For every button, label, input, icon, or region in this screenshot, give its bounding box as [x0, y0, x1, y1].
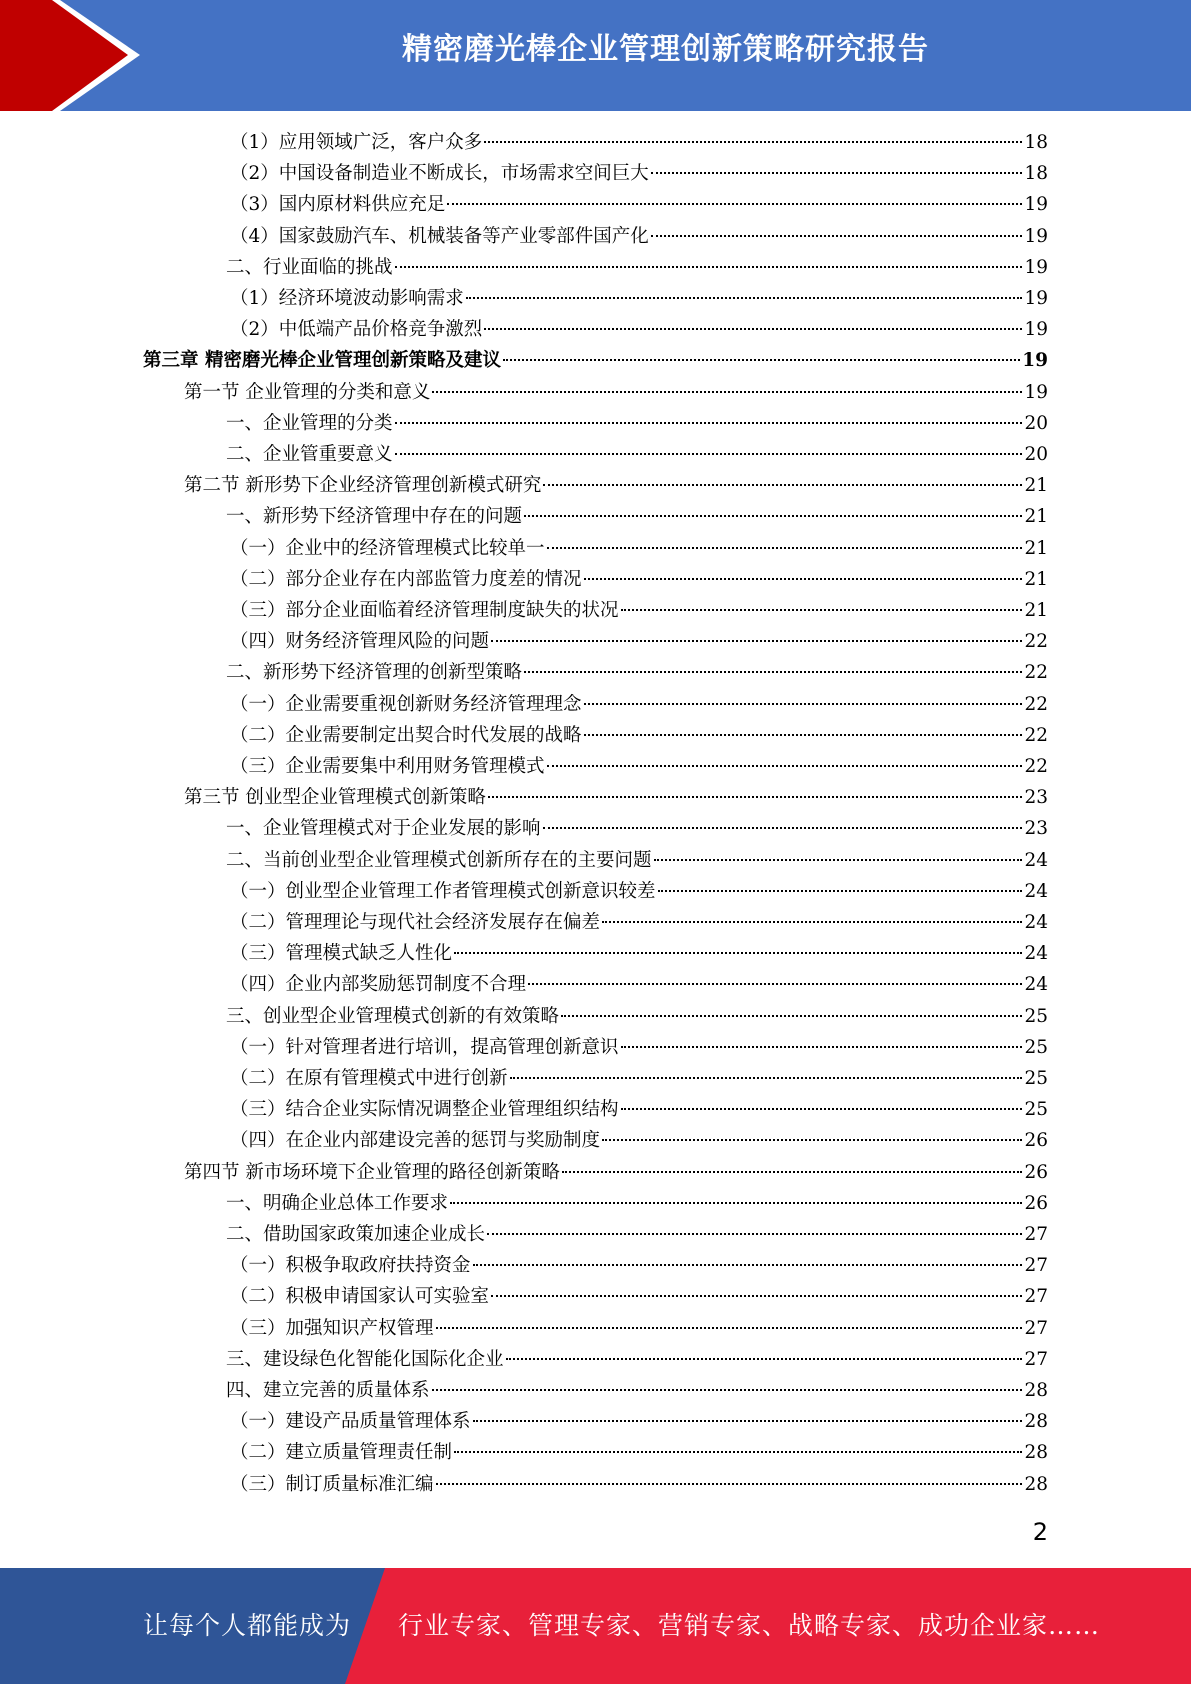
- page-footer: [0, 1568, 1191, 1684]
- toc-entry[interactable]: [226, 408, 1048, 439]
- toc-entry-page: 19: [1024, 256, 1048, 278]
- toc-entry-page: 22: [1024, 693, 1048, 715]
- toc-entry[interactable]: [230, 938, 1048, 969]
- toc-dot-leader: [621, 1046, 1023, 1048]
- page-header: [0, 0, 1191, 111]
- toc-entry-title: 第三章 精密磨光棒企业管理创新策略及建议: [143, 350, 501, 372]
- toc-entry[interactable]: [230, 1032, 1048, 1063]
- toc-entry[interactable]: [230, 907, 1048, 938]
- toc-entry[interactable]: [230, 1406, 1048, 1437]
- toc-entry-title: （三）加强知识产权管理: [230, 1317, 434, 1339]
- toc-entry-page: 19: [1024, 381, 1048, 403]
- page-number: 2: [1032, 1518, 1048, 1546]
- toc-dot-leader: [436, 1483, 1023, 1485]
- toc-entry-title: 第二节 新形势下企业经济管理创新模式研究: [184, 475, 542, 497]
- toc-entry[interactable]: [230, 1250, 1048, 1281]
- toc-entry[interactable]: [230, 626, 1048, 657]
- toc-entry[interactable]: [230, 689, 1048, 720]
- toc-entry[interactable]: [184, 1157, 1048, 1188]
- toc-entry[interactable]: [226, 1188, 1048, 1219]
- toc-entry-title: （一）创业型企业管理工作者管理模式创新意识较差: [230, 880, 656, 902]
- toc-entry-page: 24: [1024, 912, 1048, 933]
- toc-entry-title: （二）部分企业存在内部监管力度差的情况: [230, 568, 582, 590]
- toc-entry[interactable]: [230, 969, 1048, 1000]
- toc-dot-leader: [473, 1264, 1023, 1266]
- document-title: 精密磨光棒企业管理创新策略研究报告: [402, 32, 929, 67]
- toc-entry[interactable]: [230, 564, 1048, 595]
- toc-entry-page: 20: [1024, 444, 1048, 465]
- toc-entry[interactable]: [230, 189, 1048, 220]
- toc-entry-title: （三）制订质量标准汇编: [230, 1473, 434, 1495]
- toc-entry-page: 21: [1024, 600, 1048, 621]
- toc-entry[interactable]: [226, 439, 1048, 470]
- toc-entry-page: 20: [1024, 412, 1048, 434]
- toc-entry[interactable]: [230, 1281, 1048, 1312]
- toc-entry-title: （一）积极争取政府扶持资金: [230, 1255, 471, 1277]
- toc-dot-leader: [484, 141, 1022, 143]
- toc-entry-title: （三）企业需要集中利用财务管理模式: [230, 756, 545, 777]
- toc-entry[interactable]: [184, 377, 1048, 408]
- toc-entry-title: （四）财务经济管理风险的问题: [230, 631, 490, 653]
- toc-entry[interactable]: [230, 751, 1048, 782]
- toc-entry[interactable]: [230, 1437, 1048, 1468]
- toc-entry-page: 25: [1024, 1036, 1048, 1058]
- toc-dot-leader: [466, 297, 1023, 299]
- toc-dot-leader: [651, 172, 1023, 174]
- toc-entry-page: 28: [1024, 1442, 1048, 1464]
- toc-entry-title: 一、新形势下经济管理中存在的问题: [226, 506, 523, 528]
- toc-entry-page: 18: [1024, 132, 1048, 153]
- toc-entry-page: 22: [1024, 662, 1048, 684]
- toc-entry[interactable]: [230, 1125, 1048, 1156]
- toc-dot-leader: [432, 1389, 1023, 1391]
- toc-dot-leader: [454, 952, 1022, 954]
- toc-entry-title: （一）建设产品质量管理体系: [230, 1411, 471, 1433]
- toc-entry-title: （2）中国设备制造业不断成长，市场需求空间巨大: [230, 163, 649, 185]
- toc-entry-page: 26: [1024, 1130, 1048, 1152]
- toc-entry-page: 23: [1024, 787, 1048, 809]
- toc-entry[interactable]: [226, 1219, 1048, 1250]
- toc-entry-page: 27: [1024, 1224, 1048, 1245]
- toc-dot-leader: [484, 328, 1022, 330]
- toc-dot-leader: [432, 391, 1022, 393]
- toc-entry-page: 28: [1024, 1380, 1048, 1401]
- toc-dot-leader: [562, 1171, 1023, 1173]
- toc-entry[interactable]: [230, 283, 1048, 314]
- toc-entry[interactable]: [226, 1375, 1048, 1406]
- toc-entry-page: 22: [1024, 724, 1048, 746]
- toc-dot-leader: [524, 671, 1022, 673]
- toc-entry-page: 26: [1024, 1192, 1048, 1214]
- toc-dot-leader: [510, 1077, 1023, 1079]
- toc-entry[interactable]: [230, 1469, 1048, 1500]
- toc-entry-title: 二、当前创业型企业管理模式创新所存在的主要问题: [226, 849, 652, 871]
- toc-entry-title: （四）企业内部奖励惩罚制度不合理: [230, 974, 527, 996]
- toc-entry-page: 24: [1024, 849, 1048, 871]
- toc-dot-leader: [547, 765, 1023, 767]
- toc-dot-leader: [395, 266, 1023, 268]
- toc-dot-leader: [621, 609, 1023, 611]
- toc-entry-title: （一）针对管理者进行培训，提高管理创新意识: [230, 1036, 619, 1058]
- toc-entry-title: 第三节 创业型企业管理模式创新策略: [184, 787, 486, 809]
- toc-entry[interactable]: [226, 1001, 1048, 1032]
- toc-dot-leader: [447, 203, 1022, 205]
- toc-dot-leader: [491, 640, 1022, 642]
- toc-entry[interactable]: [230, 1094, 1048, 1125]
- toc-dot-leader: [584, 703, 1023, 705]
- toc-entry-page: 22: [1024, 631, 1048, 653]
- toc-entry-title: 三、建设绿色化智能化国际化企业: [226, 1348, 504, 1370]
- toc-dot-leader: [528, 983, 1022, 985]
- toc-entry-title: （三）管理模式缺乏人性化: [230, 943, 453, 965]
- toc-entry-page: 19: [1024, 319, 1048, 341]
- toc-entry-page: 27: [1024, 1286, 1048, 1308]
- toc-entry[interactable]: [230, 876, 1048, 907]
- toc-dot-leader: [543, 484, 1022, 486]
- toc-entry-title: 第四节 新市场环境下企业管理的路径创新策略: [184, 1161, 560, 1183]
- toc-entry-page: 23: [1024, 818, 1048, 840]
- toc-dot-leader: [450, 1202, 1022, 1204]
- toc-dot-leader: [651, 235, 1023, 237]
- toc-dot-leader: [473, 1420, 1023, 1422]
- toc-entry-title: （二）建立质量管理责任制: [230, 1442, 453, 1464]
- toc-entry-title: 二、新形势下经济管理的创新型策略: [226, 662, 523, 684]
- toc-entry-page: 21: [1024, 568, 1048, 590]
- toc-entry-title: 二、企业管重要意义: [226, 444, 393, 465]
- toc-entry[interactable]: [226, 501, 1048, 532]
- toc-entry-page: 25: [1024, 1099, 1048, 1121]
- toc-entry-page: 27: [1024, 1255, 1048, 1277]
- toc-dot-leader: [547, 547, 1023, 549]
- toc-dot-leader: [487, 1233, 1022, 1235]
- toc-entry-page: 18: [1024, 163, 1048, 185]
- toc-entry[interactable]: [230, 720, 1048, 751]
- toc-entry[interactable]: [230, 127, 1048, 158]
- toc-entry[interactable]: [230, 533, 1048, 564]
- toc-dot-leader: [491, 1295, 1022, 1297]
- toc-entry-title: （二）管理理论与现代社会经济发展存在偏差: [230, 912, 601, 933]
- toc-entry[interactable]: [230, 158, 1048, 189]
- toc-entry-title: 一、企业管理模式对于企业发展的影响: [226, 818, 541, 840]
- toc-entry-title: （四）在企业内部建设完善的惩罚与奖励制度: [230, 1130, 601, 1152]
- toc-entry-page: 21: [1024, 537, 1048, 559]
- toc-dot-leader: [454, 1451, 1022, 1453]
- toc-entry[interactable]: [226, 813, 1048, 844]
- toc-dot-leader: [654, 859, 1023, 861]
- toc-entry-page: 24: [1024, 880, 1048, 902]
- toc-entry-page: 19: [1024, 288, 1048, 309]
- toc-entry-page: 24: [1024, 974, 1048, 996]
- toc-entry-title: （3）国内原材料供应充足: [230, 194, 446, 216]
- toc-entry-page: 27: [1024, 1317, 1048, 1339]
- toc-entry[interactable]: [230, 1063, 1048, 1094]
- toc-entry-title: 二、借助国家政策加速企业成长: [226, 1224, 486, 1245]
- toc-entry-title: （2）中低端产品价格竞争激烈: [230, 319, 483, 341]
- toc-entry[interactable]: [184, 782, 1048, 813]
- red-arrow-graphic: [0, 0, 150, 111]
- toc-dot-leader: [488, 796, 1023, 798]
- toc-entry-page: 21: [1024, 475, 1048, 497]
- toc-dot-leader: [584, 578, 1023, 580]
- toc-entry-title: （三）结合企业实际情况调整企业管理组织结构: [230, 1099, 619, 1121]
- toc-entry-title: （1）应用领域广泛，客户众多: [230, 132, 483, 153]
- toc-entry-page: 19: [1024, 194, 1048, 216]
- toc-entry-title: 二、行业面临的挑战: [226, 256, 393, 278]
- toc-entry-page: 22: [1024, 756, 1048, 777]
- toc-entry-title: （二）企业需要制定出契合时代发展的战略: [230, 724, 582, 746]
- toc-entry-page: 19: [1024, 225, 1048, 247]
- toc-dot-leader: [503, 359, 1020, 361]
- toc-dot-leader: [602, 1139, 1022, 1141]
- toc-entry-page: 25: [1024, 1005, 1048, 1027]
- toc-dot-leader: [602, 921, 1022, 923]
- toc-entry[interactable]: [230, 1313, 1048, 1344]
- toc-entry-title: 第一节 企业管理的分类和意义: [184, 381, 431, 403]
- toc-dot-leader: [395, 453, 1023, 455]
- toc-entry-page: 27: [1024, 1348, 1048, 1370]
- toc-entry-page: 19: [1022, 350, 1048, 372]
- toc-dot-leader: [621, 1108, 1023, 1110]
- toc-entry[interactable]: [226, 657, 1048, 688]
- toc-entry-page: 28: [1024, 1411, 1048, 1433]
- toc-entry[interactable]: [184, 470, 1048, 501]
- toc-entry-page: 24: [1024, 943, 1048, 965]
- toc-entry[interactable]: [143, 345, 1048, 376]
- footer-slogan-right: 行业专家、管理专家、营销专家、战略专家、成功企业家……: [398, 1611, 1101, 1640]
- toc-entry-title: 一、企业管理的分类: [226, 412, 393, 434]
- toc-entry-title: 四、建立完善的质量体系: [226, 1380, 430, 1401]
- toc-entry-page: 21: [1024, 506, 1048, 528]
- toc-entry-title: 三、创业型企业管理模式创新的有效策略: [226, 1005, 560, 1027]
- toc-dot-leader: [561, 1015, 1022, 1017]
- toc-dot-leader: [395, 422, 1023, 424]
- toc-entry[interactable]: [230, 595, 1048, 626]
- toc-entry-title: （1）经济环境波动影响需求: [230, 288, 464, 309]
- toc-entry-title: （三）部分企业面临着经济管理制度缺失的状况: [230, 600, 619, 621]
- footer-slogan-left: 让每个人都能成为: [143, 1611, 352, 1640]
- toc-dot-leader: [524, 515, 1022, 517]
- toc-entry[interactable]: [230, 221, 1048, 252]
- toc-entry[interactable]: [226, 1344, 1048, 1375]
- toc-entry-title: 一、明确企业总体工作要求: [226, 1192, 449, 1214]
- toc-entry-page: 28: [1024, 1473, 1048, 1495]
- toc-entry-title: （一）企业中的经济管理模式比较单一: [230, 537, 545, 559]
- toc-dot-leader: [506, 1358, 1023, 1360]
- toc-dot-leader: [658, 890, 1023, 892]
- toc-dot-leader: [584, 734, 1023, 736]
- toc-entry-title: （一）企业需要重视创新财务经济管理理念: [230, 693, 582, 715]
- toc-dot-leader: [543, 827, 1023, 829]
- toc-entry-page: 26: [1024, 1161, 1048, 1183]
- toc-dot-leader: [436, 1327, 1023, 1329]
- toc-entry-title: （二）积极申请国家认可实验室: [230, 1286, 490, 1308]
- toc-entry-page: 25: [1024, 1068, 1048, 1089]
- toc-entry[interactable]: [230, 314, 1048, 345]
- toc-entry-title: （二）在原有管理模式中进行创新: [230, 1068, 508, 1089]
- toc-entry[interactable]: [226, 252, 1048, 283]
- toc-entry-title: （4）国家鼓励汽车、机械装备等产业零部件国产化: [230, 225, 649, 247]
- toc-entry[interactable]: [226, 845, 1048, 876]
